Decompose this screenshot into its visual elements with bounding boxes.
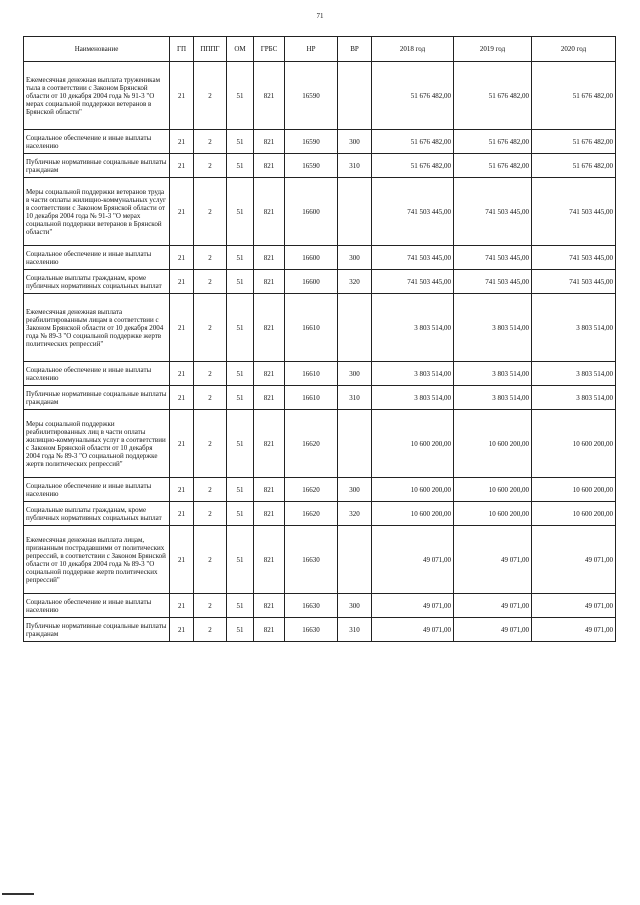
cell-grbs: 821 [254,594,285,618]
cell-name: Социальное обеспечение и иные выплаты населению [24,362,170,386]
cell-gp: 21 [170,294,194,362]
cell-om: 51 [227,294,254,362]
cell-nr: 16620 [285,502,338,526]
cell-2018: 741 503 445,00 [372,178,454,246]
cell-2020: 10 600 200,00 [532,478,616,502]
cell-vr: 300 [338,130,372,154]
cell-gp: 21 [170,594,194,618]
page-number: 71 [316,12,324,20]
cell-nr: 16630 [285,618,338,642]
cell-pppg: 2 [194,618,227,642]
col-header-nr: НР [285,37,338,62]
cell-2020: 10 600 200,00 [532,502,616,526]
cell-pppg: 2 [194,270,227,294]
cell-pppg: 2 [194,246,227,270]
cell-2019: 51 676 482,00 [454,62,532,130]
table-row [24,270,616,294]
cell-om: 51 [227,478,254,502]
cell-name: Социальное обеспечение и иные выплаты населению [24,246,170,270]
cell-grbs: 821 [254,62,285,130]
table-row [24,294,616,362]
cell-2018: 51 676 482,00 [372,154,454,178]
cell-2019: 49 071,00 [454,594,532,618]
header-row [24,37,616,62]
col-header-om: ОМ [227,37,254,62]
cell-pppg: 2 [194,526,227,594]
cell-pppg: 2 [194,386,227,410]
cell-pppg: 2 [194,294,227,362]
cell-om: 51 [227,386,254,410]
table-row [24,594,616,618]
cell-vr: 300 [338,478,372,502]
table-row [24,478,616,502]
cell-nr: 16620 [285,410,338,478]
cell-name: Социальное обеспечение и иные выплаты населению [24,478,170,502]
cell-gp: 21 [170,502,194,526]
cell-2019: 3 803 514,00 [454,386,532,410]
cell-grbs: 821 [254,502,285,526]
cell-2020: 3 803 514,00 [532,362,616,386]
cell-nr: 16600 [285,270,338,294]
cell-nr: 16610 [285,362,338,386]
cell-vr: 300 [338,362,372,386]
cell-gp: 21 [170,410,194,478]
cell-gp: 21 [170,618,194,642]
cell-om: 51 [227,618,254,642]
cell-2018: 49 071,00 [372,526,454,594]
cell-nr: 16610 [285,294,338,362]
cell-pppg: 2 [194,502,227,526]
col-header-gp: ГП [170,37,194,62]
cell-name: Ежемесячная денежная выплата лицам, признанным пострадавшими от политических репрессий, в соответствии с Законом Брянской области от 10 декабря 2004 года № 89-3 "О социальной поддержке жертв политических репрессий" [24,526,170,594]
cell-grbs: 821 [254,410,285,478]
cell-2020: 49 071,00 [532,526,616,594]
cell-grbs: 821 [254,154,285,178]
table-body [24,62,616,642]
cell-2018: 10 600 200,00 [372,410,454,478]
table-row [24,618,616,642]
cell-2019: 3 803 514,00 [454,362,532,386]
cell-nr: 16600 [285,246,338,270]
cell-name: Социальное обеспечение и иные выплаты населению [24,594,170,618]
cell-gp: 21 [170,62,194,130]
cell-nr: 16630 [285,526,338,594]
cell-grbs: 821 [254,294,285,362]
cell-grbs: 821 [254,618,285,642]
cell-gp: 21 [170,178,194,246]
cell-2018: 10 600 200,00 [372,502,454,526]
cell-name: Ежемесячная денежная выплата реабилитированным лицам в соответствии с Законом Брянской области от 10 декабря 2004 года № 89-3 "О социальной поддержке жертв политических репрессий" [24,294,170,362]
cell-grbs: 821 [254,130,285,154]
cell-vr: 300 [338,594,372,618]
cell-vr [338,178,372,246]
cell-name: Социальные выплаты гражданам, кроме публичных нормативных социальных выплат [24,270,170,294]
cell-om: 51 [227,502,254,526]
cell-name: Социальное обеспечение и иные выплаты населению [24,130,170,154]
cell-vr [338,526,372,594]
cell-2020: 741 503 445,00 [532,270,616,294]
col-header-2020: 2020 год [532,37,616,62]
cell-om: 51 [227,246,254,270]
cell-2020: 3 803 514,00 [532,386,616,410]
cell-2018: 51 676 482,00 [372,130,454,154]
cell-vr: 300 [338,246,372,270]
cell-2019: 741 503 445,00 [454,178,532,246]
cell-name: Ежемесячная денежная выплата труженикам тыла в соответствии с Законом Брянской области от 10 декабря 2004 года № 91-3 "О мерах социальной поддержки ветеранов в Брянской области" [24,62,170,130]
cell-om: 51 [227,270,254,294]
cell-name: Публичные нормативные социальные выплаты гражданам [24,154,170,178]
cell-pppg: 2 [194,594,227,618]
cell-2018: 3 803 514,00 [372,294,454,362]
cell-2018: 3 803 514,00 [372,386,454,410]
cell-gp: 21 [170,478,194,502]
cell-pppg: 2 [194,478,227,502]
cell-om: 51 [227,594,254,618]
cell-name: Социальные выплаты гражданам, кроме публичных нормативных социальных выплат [24,502,170,526]
cell-vr [338,294,372,362]
cell-grbs: 821 [254,178,285,246]
cell-gp: 21 [170,130,194,154]
cell-2019: 3 803 514,00 [454,294,532,362]
cell-2019: 51 676 482,00 [454,154,532,178]
cell-2020: 51 676 482,00 [532,130,616,154]
cell-2020: 741 503 445,00 [532,246,616,270]
cell-vr: 320 [338,502,372,526]
cell-vr: 310 [338,386,372,410]
col-header-grbs: ГРБС [254,37,285,62]
cell-nr: 16590 [285,62,338,130]
cell-vr [338,62,372,130]
cell-2018: 49 071,00 [372,594,454,618]
col-header-vr: ВР [338,37,372,62]
cell-nr: 16630 [285,594,338,618]
cell-gp: 21 [170,362,194,386]
table-header [24,37,616,62]
cell-2018: 49 071,00 [372,618,454,642]
cell-om: 51 [227,362,254,386]
cell-gp: 21 [170,270,194,294]
cell-grbs: 821 [254,362,285,386]
cell-name: Публичные нормативные социальные выплаты гражданам [24,618,170,642]
cell-2019: 49 071,00 [454,618,532,642]
cell-nr: 16620 [285,478,338,502]
cell-gp: 21 [170,386,194,410]
cell-2020: 49 071,00 [532,618,616,642]
cell-grbs: 821 [254,478,285,502]
col-header-2019: 2019 год [454,37,532,62]
cell-om: 51 [227,154,254,178]
table-row [24,62,616,130]
cell-pppg: 2 [194,130,227,154]
cell-nr: 16600 [285,178,338,246]
cell-2020: 10 600 200,00 [532,410,616,478]
cell-2019: 741 503 445,00 [454,270,532,294]
cell-2019: 10 600 200,00 [454,502,532,526]
table-row [24,386,616,410]
col-header-2018: 2018 год [372,37,454,62]
cell-2020: 3 803 514,00 [532,294,616,362]
cell-gp: 21 [170,246,194,270]
cell-pppg: 2 [194,62,227,130]
cell-2020: 49 071,00 [532,594,616,618]
cell-2019: 51 676 482,00 [454,130,532,154]
cell-vr [338,410,372,478]
col-header-pppg: ПППГ [194,37,227,62]
cell-om: 51 [227,526,254,594]
cell-vr: 310 [338,154,372,178]
cell-gp: 21 [170,526,194,594]
cell-2020: 741 503 445,00 [532,178,616,246]
cell-2018: 741 503 445,00 [372,270,454,294]
cell-om: 51 [227,178,254,246]
cell-vr: 310 [338,618,372,642]
cell-2019: 10 600 200,00 [454,478,532,502]
cell-pppg: 2 [194,178,227,246]
cell-nr: 16590 [285,154,338,178]
table-row [24,178,616,246]
cell-name: Публичные нормативные социальные выплаты гражданам [24,386,170,410]
cell-pppg: 2 [194,154,227,178]
cell-2018: 10 600 200,00 [372,478,454,502]
cell-nr: 16590 [285,130,338,154]
table-row [24,246,616,270]
cell-grbs: 821 [254,386,285,410]
cell-grbs: 821 [254,526,285,594]
cell-2018: 741 503 445,00 [372,246,454,270]
cell-2018: 3 803 514,00 [372,362,454,386]
cell-name: Меры социальной поддержки ветеранов труда в части оплаты жилищно-коммунальных услуг в соответствии с Законом Брянской области от 10 декабря 2004 года № 91-3 "О мерах социальной поддержки ветеранов в Брянской области" [24,178,170,246]
cell-2018: 51 676 482,00 [372,62,454,130]
cell-om: 51 [227,62,254,130]
cell-om: 51 [227,130,254,154]
cell-2020: 51 676 482,00 [532,154,616,178]
cell-om: 51 [227,410,254,478]
cell-pppg: 2 [194,362,227,386]
cell-2019: 49 071,00 [454,526,532,594]
cell-grbs: 821 [254,246,285,270]
table-row [24,502,616,526]
table-row [24,410,616,478]
table-row [24,526,616,594]
table-row [24,130,616,154]
cell-vr: 320 [338,270,372,294]
budget-table [23,36,616,642]
cell-nr: 16610 [285,386,338,410]
bottom-edge-mark [2,893,34,895]
table-row [24,362,616,386]
cell-2020: 51 676 482,00 [532,62,616,130]
col-header-name: Наименование [24,37,170,62]
cell-2019: 10 600 200,00 [454,410,532,478]
cell-2019: 741 503 445,00 [454,246,532,270]
cell-grbs: 821 [254,270,285,294]
cell-gp: 21 [170,154,194,178]
cell-name: Меры социальной поддержки реабилитированных лиц в части оплаты жилищно-коммунальных услуг в соответствии с Законом Брянской области от 10 декабря 2004 года № 89-3 "О социальной поддержке жертв политических репрессий" [24,410,170,478]
table-row [24,154,616,178]
cell-pppg: 2 [194,410,227,478]
